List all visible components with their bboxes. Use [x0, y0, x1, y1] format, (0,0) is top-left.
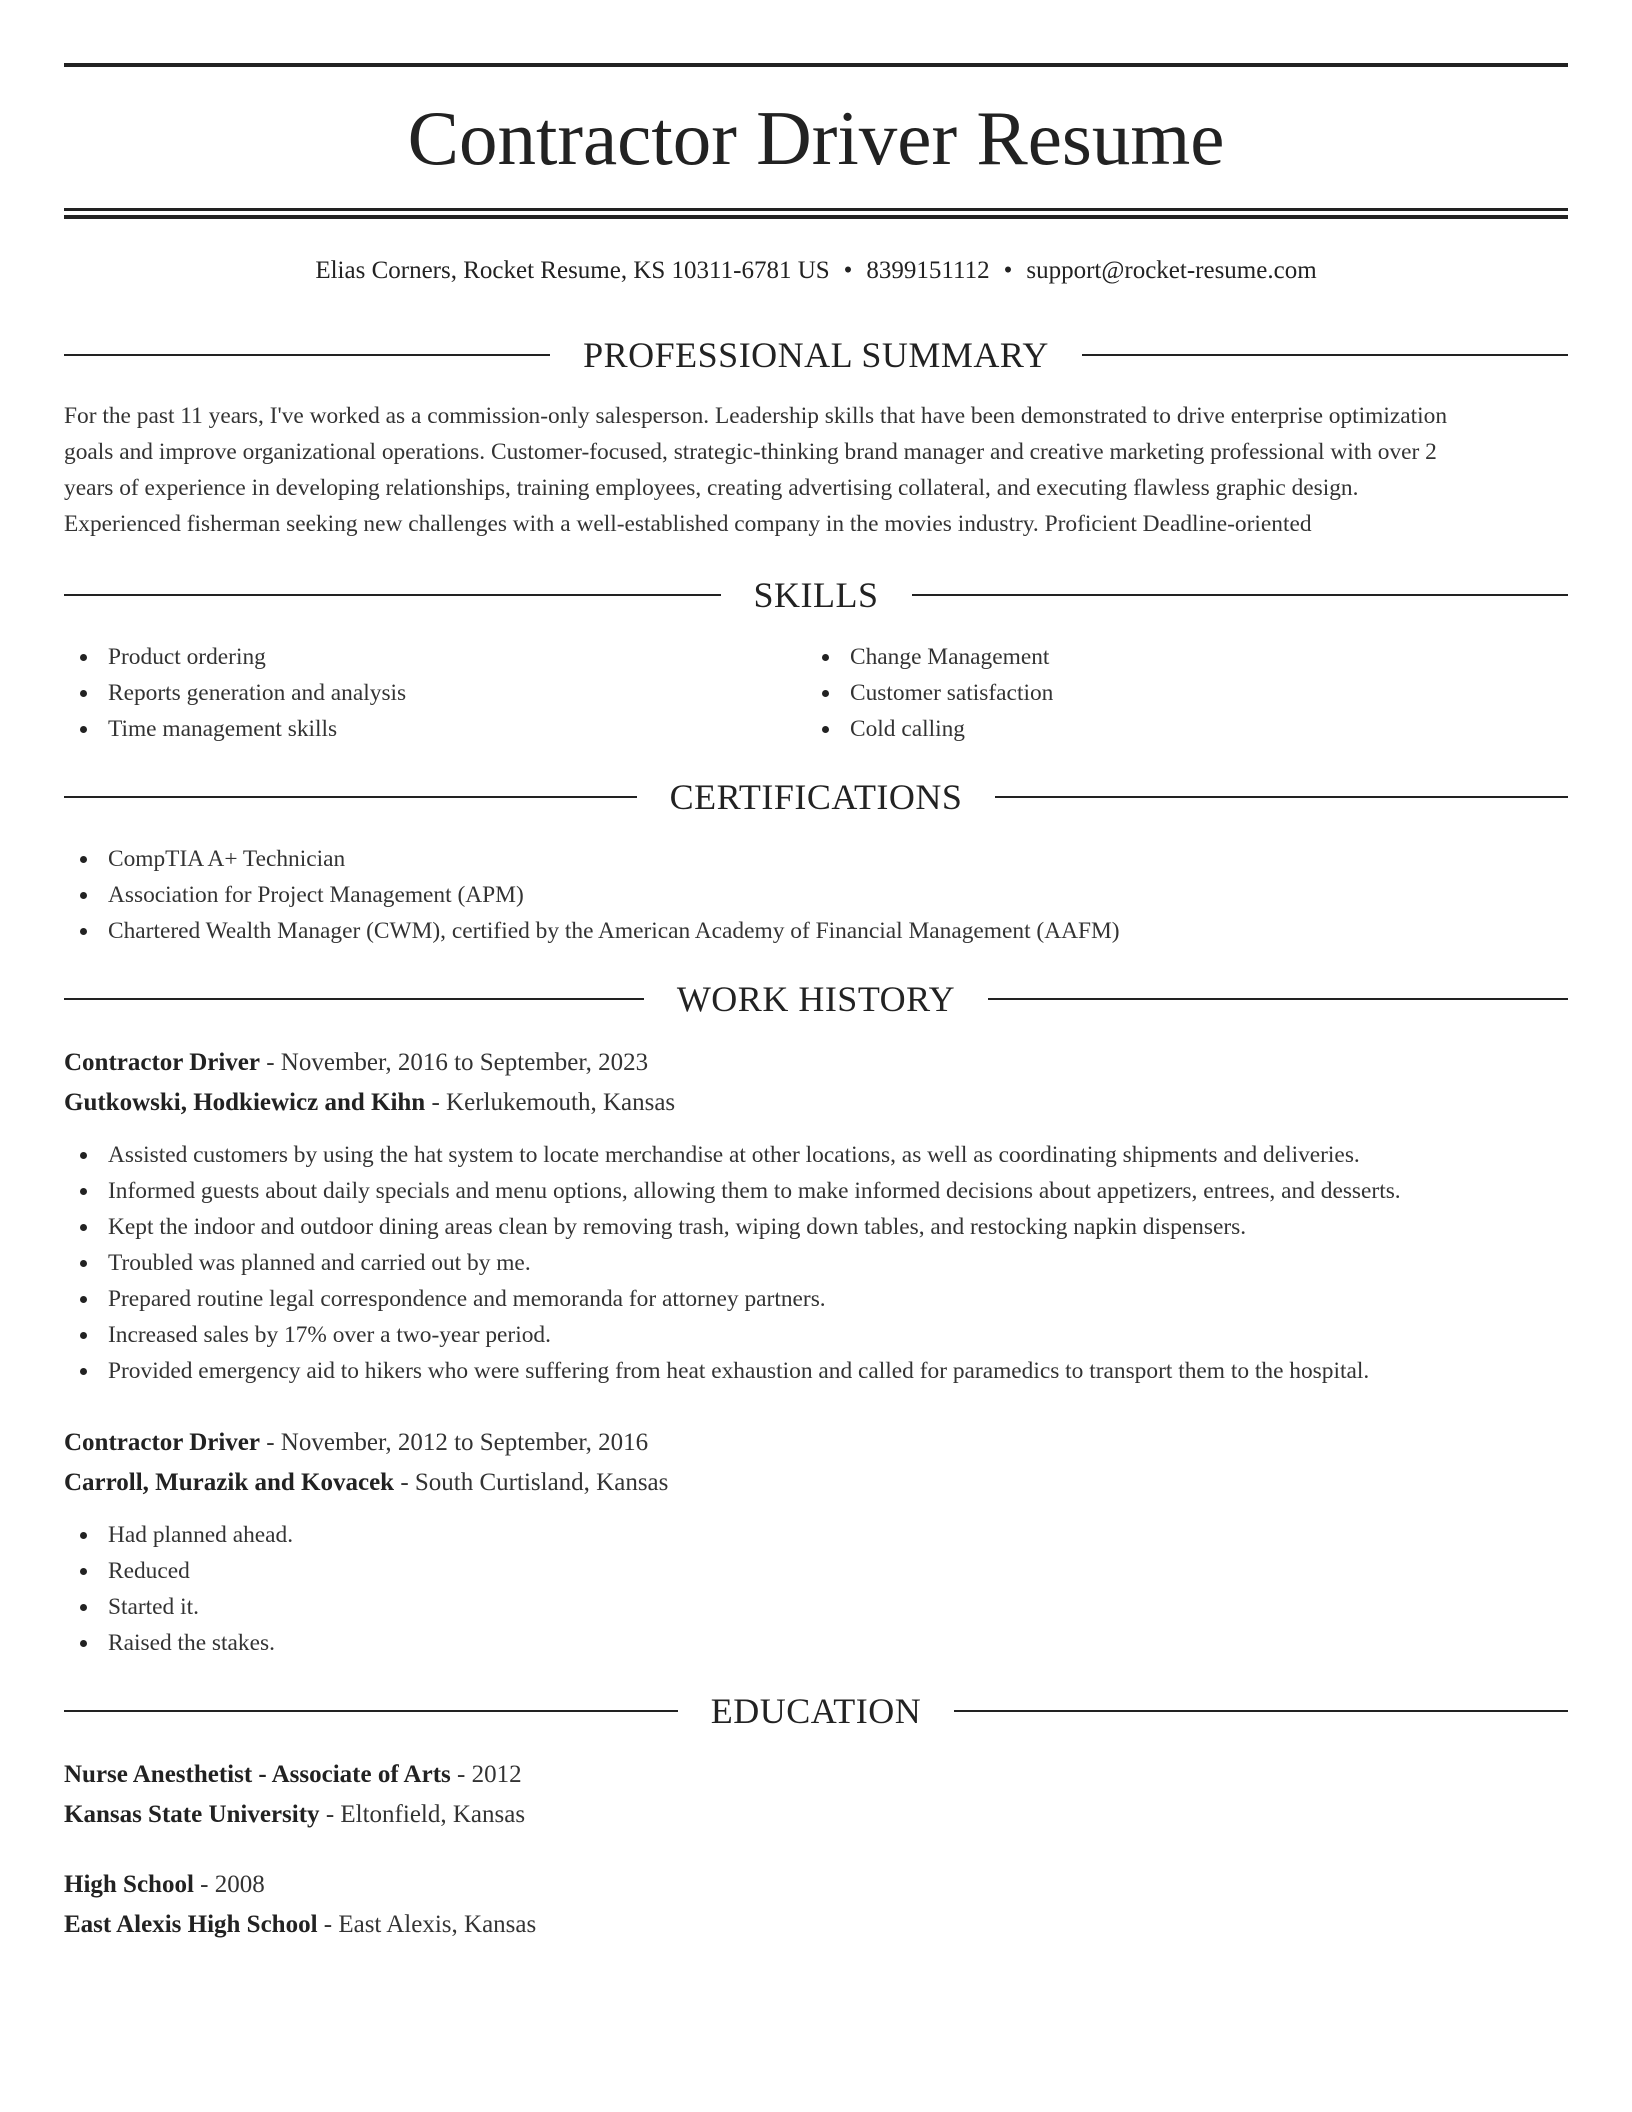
list-item: Product ordering	[64, 639, 406, 675]
section-header-summary	[64, 333, 1568, 377]
contact-email: support@rocket-resume.com	[1026, 257, 1317, 284]
top-rule	[64, 63, 1568, 67]
list-item: Chartered Wealth Manager (CWM), certified by the American Academy of Financial Management (AAFM)	[64, 913, 1120, 949]
education-year: - 2008	[200, 1871, 265, 1898]
job-dates: - November, 2016 to September, 2023	[266, 1049, 649, 1076]
section-header-work-history	[64, 977, 1568, 1021]
page-title: Contractor Driver Resume	[407, 95, 1225, 181]
summary-line: For the past 11 years, I've worked as a commission-only salesperson. Leadership skills that have been demonstrated to drive enterprise optimization	[64, 403, 1448, 429]
section-title-summary: PROFESSIONAL SUMMARY	[583, 335, 1049, 375]
education-location: - Eltonfield, Kansas	[325, 1801, 526, 1828]
list-item: Prepared routine legal correspondence and memoranda for attorney partners.	[64, 1281, 1401, 1317]
skills-list-right	[806, 639, 1053, 747]
job-title-line	[64, 1423, 648, 1463]
title-double-rule-upper	[64, 208, 1568, 211]
skills-list-left	[64, 639, 406, 747]
list-item: Informed guests about daily specials and menu options, allowing them to make informed decisions about appetizers, entrees, and desserts.	[64, 1173, 1401, 1209]
section-rule	[1082, 354, 1568, 356]
job-title: Contractor Driver	[64, 1049, 260, 1076]
section-rule	[64, 594, 721, 596]
education-degree: High School	[64, 1871, 194, 1898]
job-location: - South Curtisland, Kansas	[400, 1469, 669, 1496]
education-location: - East Alexis, Kansas	[323, 1911, 537, 1938]
list-item: Increased sales by 17% over a two-year period.	[64, 1317, 1401, 1353]
list-item: Had planned ahead.	[64, 1517, 293, 1553]
summary-line: years of experience in developing relationships, training employees, creating advertising collateral, and executing flawless graphic design.	[64, 475, 1359, 501]
summary-line: Experienced fisherman seeking new challenges with a well-established company in the movies industry. Proficient Deadline-oriented	[64, 511, 1312, 537]
job-company-line	[64, 1083, 675, 1123]
section-header-education	[64, 1689, 1568, 1733]
contact-address: Elias Corners, Rocket Resume, KS 10311-6781 US	[315, 257, 830, 284]
job-location: - Kerlukemouth, Kansas	[431, 1089, 676, 1116]
section-title-skills: SKILLS	[753, 575, 879, 615]
section-rule	[995, 796, 1568, 798]
summary-line: goals and improve organizational operations. Customer-focused, strategic-thinking brand manager and creative marketing professional with over 2	[64, 439, 1437, 465]
contact-line	[64, 254, 1568, 288]
education-school: East Alexis High School	[64, 1911, 318, 1938]
section-header-certifications	[64, 775, 1568, 819]
list-item: Raised the stakes.	[64, 1625, 293, 1661]
list-item: Association for Project Management (APM)	[64, 877, 1120, 913]
education-degree: Nurse Anesthetist - Associate of Arts	[64, 1761, 451, 1788]
education-school-line	[64, 1795, 525, 1835]
summary-text	[64, 398, 1568, 542]
section-rule	[912, 594, 1569, 596]
job-duties-list	[64, 1517, 293, 1661]
list-item: Provided emergency aid to hikers who were suffering from heat exhaustion and called for paramedics to transport them to the hospital.	[64, 1353, 1401, 1389]
contact-phone: 8399151112	[866, 257, 990, 284]
contact-separator: •	[1003, 257, 1013, 284]
list-item: Time management skills	[64, 711, 406, 747]
section-rule	[64, 998, 644, 1000]
section-rule	[988, 998, 1568, 1000]
certifications-list	[64, 841, 1120, 949]
job-company: Gutkowski, Hodkiewicz and Kihn	[64, 1089, 426, 1116]
list-item: Kept the indoor and outdoor dining areas clean by removing trash, wiping down tables, and restocking napkin dispensers.	[64, 1209, 1401, 1245]
job-company-line	[64, 1463, 668, 1503]
list-item: Started it.	[64, 1589, 293, 1625]
education-degree-line	[64, 1865, 265, 1905]
list-item: Cold calling	[806, 711, 1053, 747]
education-year: - 2012	[457, 1761, 522, 1788]
job-title-line	[64, 1043, 648, 1083]
education-degree-line	[64, 1755, 522, 1795]
section-rule	[954, 1710, 1568, 1712]
job-duties-list	[64, 1137, 1401, 1389]
list-item: Change Management	[806, 639, 1053, 675]
list-item: CompTIA A+ Technician	[64, 841, 1120, 877]
contact-separator: •	[843, 257, 853, 284]
section-title-work-history: WORK HISTORY	[676, 979, 956, 1019]
list-item: Assisted customers by using the hat system to locate merchandise at other locations, as well as coordinating shipments and deliveries.	[64, 1137, 1401, 1173]
section-header-skills	[64, 573, 1568, 617]
section-rule	[64, 1710, 678, 1712]
section-rule	[64, 354, 550, 356]
list-item: Reduced	[64, 1553, 293, 1589]
list-item: Customer satisfaction	[806, 675, 1053, 711]
education-school-line	[64, 1905, 536, 1945]
job-dates: - November, 2012 to September, 2016	[266, 1429, 649, 1456]
section-title-certifications: CERTIFICATIONS	[669, 777, 963, 817]
job-company: Carroll, Murazik and Kovacek	[64, 1469, 395, 1496]
section-rule	[64, 796, 637, 798]
job-title: Contractor Driver	[64, 1429, 260, 1456]
title-double-rule-lower	[64, 215, 1568, 219]
education-school: Kansas State University	[64, 1801, 320, 1828]
list-item: Reports generation and analysis	[64, 675, 406, 711]
section-title-education: EDUCATION	[710, 1691, 922, 1731]
list-item: Troubled was planned and carried out by me.	[64, 1245, 1401, 1281]
